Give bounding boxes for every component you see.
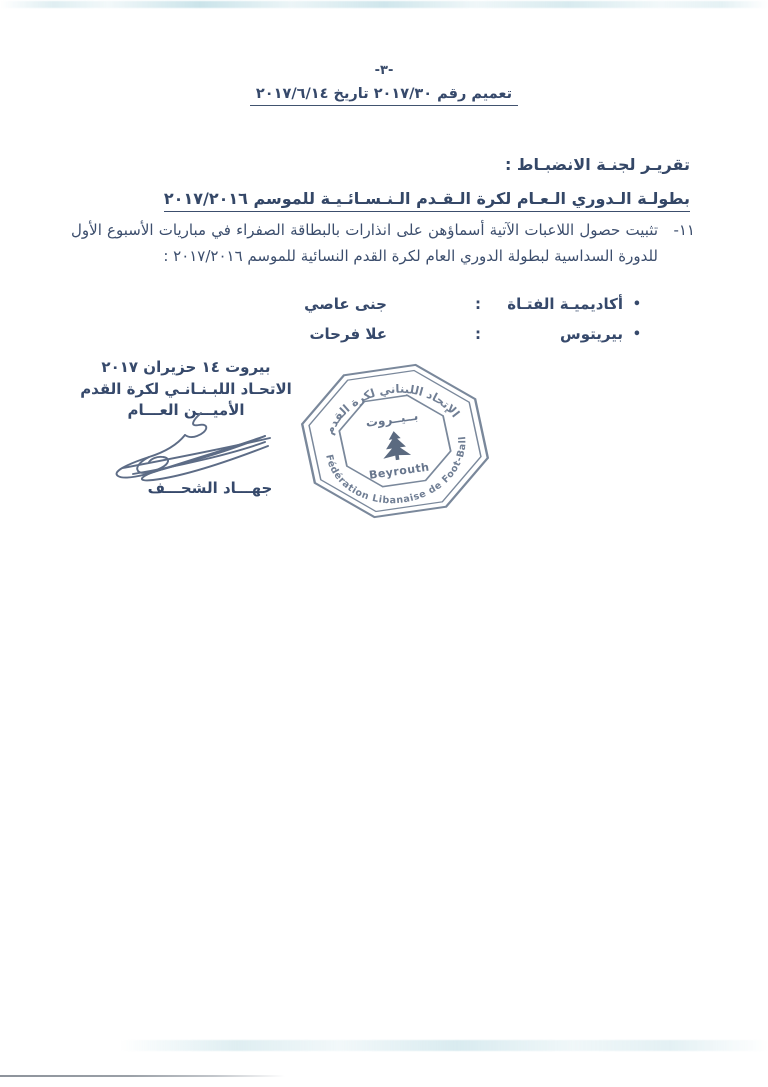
signer-name: جهـــاد الشحـــف — [147, 479, 273, 497]
stamp-arabic-text: الإتحاد اللبناني لكرة القدم — [321, 381, 463, 437]
colon-separator: : — [475, 295, 481, 313]
circular-header-text: تعميم رقم ٢٠١٧/٣٠ تاريخ ٢٠١٧/٦/١٤ — [250, 86, 518, 106]
page-number: -٣- — [374, 63, 394, 78]
warning-list — [304, 289, 641, 349]
handwritten-signature-icon — [105, 409, 285, 487]
player-name: علا فرحات — [309, 325, 387, 343]
cedar-tree-icon — [380, 429, 412, 462]
colon-separator: : — [475, 325, 481, 343]
scan-artifact-top — [0, 1, 768, 8]
scan-artifact-bottom-wash — [120, 1040, 768, 1051]
scan-artifact-bottom-line — [0, 1075, 285, 1077]
championship-heading: بطولـة الـدوري الـعـام لكرة الـقـدم الـنـسـائـيـة للموسم ٢٠١٧/٢٠١٦ — [164, 189, 690, 212]
stamp-city-latin: Beyrouth — [368, 460, 431, 482]
item-11 — [71, 218, 695, 269]
signature-organization: الاتحـاد اللبـنـانـي لكرة القدم — [80, 379, 292, 398]
bullet-icon: • — [632, 326, 641, 342]
federation-stamp — [296, 360, 494, 522]
club-name: بيريتوس — [560, 325, 623, 343]
signature-role: الأميـــن العـــام — [127, 401, 245, 419]
stamp-french-text: Fédération Libanaise de Foot-Ball — [323, 435, 469, 507]
player-name: جنى عاصي — [304, 295, 387, 313]
report-title: تقريـر لجنـة الانضبـاط : — [504, 155, 690, 174]
club-name: أكاديميـة الفتـاة — [507, 295, 623, 313]
warning-row — [304, 319, 641, 349]
bullet-icon: • — [632, 296, 641, 312]
circular-header — [0, 83, 768, 106]
item-text: تثبيت حصول اللاعبات الآتية أسماؤهن على انذارات بالبطاقة الصفراء في مباريات الأسبوع الأول للدورة السداسية لبطولة الدوري العام لكرة القدم النسائية للموسم ٢٠١٧/٢٠١٦ : — [71, 221, 658, 265]
signature-date: بيروت ١٤ حزيران ٢٠١٧ — [101, 358, 271, 376]
warning-row — [304, 289, 641, 319]
item-number: ١١- — [673, 221, 695, 239]
stamp-city-arabic: بــيــروت — [364, 408, 420, 430]
